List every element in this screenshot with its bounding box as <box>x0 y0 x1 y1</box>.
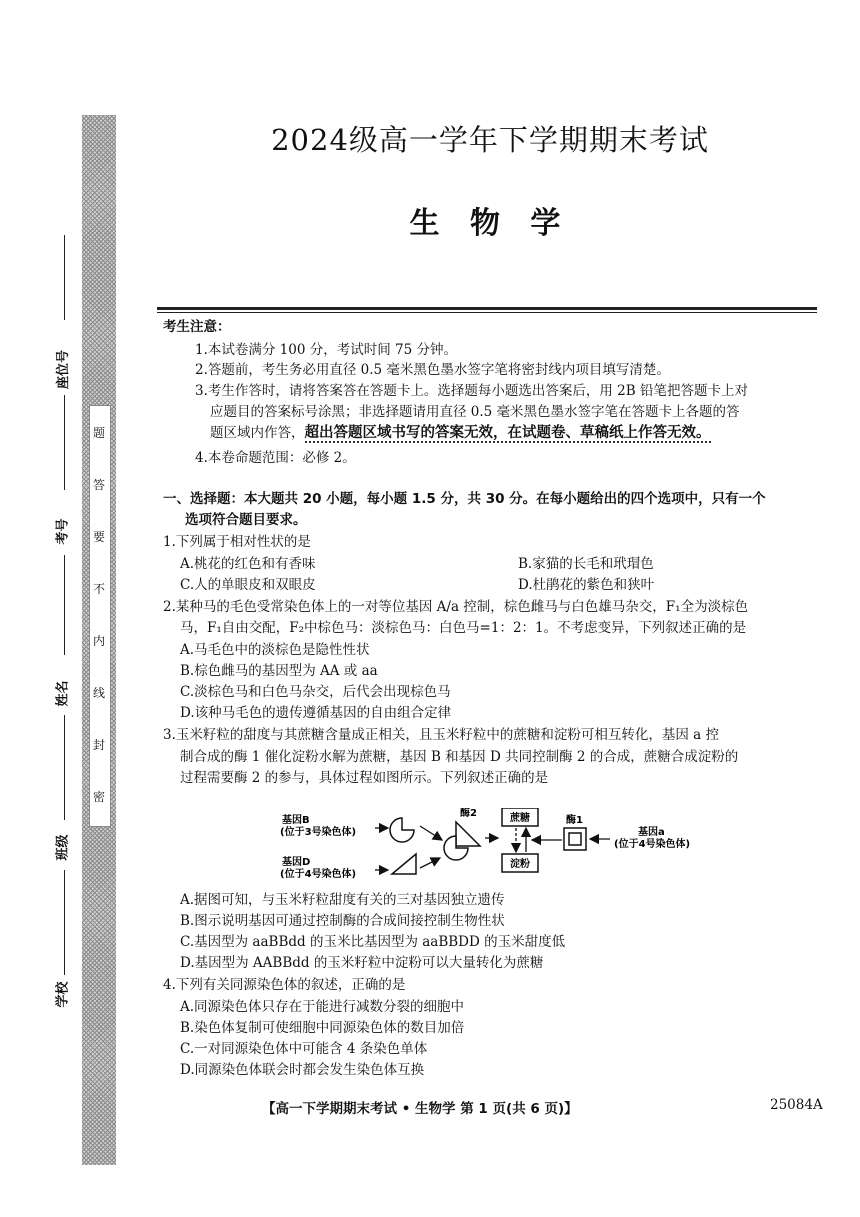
starch-label: 淀粉 <box>510 859 530 870</box>
seal-char: 线 <box>92 686 105 700</box>
field-line <box>64 235 65 320</box>
sucrose-label: 蔗糖 <box>510 813 530 824</box>
gene-d-location: (位于4号染色体) <box>280 869 357 880</box>
enzyme-part-shape <box>392 854 416 874</box>
arrow <box>420 826 442 840</box>
notice-heading: 考生注意： <box>163 319 231 335</box>
page-footer: 【高一下学期期末考试 • 生物学 第 1 页(共 6 页)】 <box>262 1101 578 1117</box>
option-a: A.据图可知，与玉米籽粒甜度有关的三对基因独立遗传 <box>180 892 505 908</box>
enzyme1-shape <box>569 833 581 845</box>
section-heading: 一、选择题：本大题共 20 小题，每小题 1.5 分，共 30 分。在每小题给出的四个选项中，只有一个 <box>163 491 766 507</box>
field-line <box>64 555 65 655</box>
option-c: C.淡棕色马和白色马杂交，后代会出现棕色马 <box>180 684 451 700</box>
arrow <box>420 858 440 868</box>
field-line <box>64 715 65 820</box>
exam-number-label: 考号 <box>55 518 71 545</box>
notice-item: 2.答题前，考生务必用直径 0.5 毫米黑色墨水签字笔将密封线内项目填写清楚。 <box>195 362 670 378</box>
option-d: D.该种马毛色的遗传遵循基因的自由组合定律 <box>180 705 452 721</box>
option-c: C.一对同源染色体中可能含 4 条染色单体 <box>180 1041 428 1057</box>
gene-d-label: 基因D <box>282 857 311 868</box>
option-d: D.杜鹃花的紫色和狭叶 <box>518 577 655 593</box>
question-stem: 3.玉米籽粒的甜度与其蔗糖含量成正相关，且玉米籽粒中的蔗糖和淀粉可相互转化，基因 a 控 <box>163 727 720 743</box>
notice-item: 4.本卷命题范围：必修 2。 <box>195 450 356 466</box>
question-stem-cont: 制合成的酶 1 催化淀粉水解为蔗糖，基因 B 和基因 D 共同控制酶 2 的合成，蔗糖合成淀粉的 <box>180 749 739 765</box>
notice-item: 1.本试卷满分 100 分，考试时间 75 分钟。 <box>195 342 457 358</box>
enzyme-part-shape <box>390 818 414 842</box>
field-line <box>64 395 65 490</box>
notice-item <box>210 423 711 443</box>
seal-char: 题 <box>92 426 105 440</box>
class-label: 班级 <box>55 834 71 861</box>
gene-enzyme-diagram <box>280 808 720 888</box>
seal-char: 封 <box>92 738 105 752</box>
notice-item: 3.考生作答时，请将答案答在答题卡上。选择题每小题选出答案后，用 2B 铅笔把答题卡上对 <box>195 383 748 399</box>
seal-char: 内 <box>92 634 105 648</box>
notice-item: 应题目的答案标号涂黑；非选择题请用直径 0.5 毫米黑色墨水签字笔在答题卡上各题的答 <box>210 404 740 420</box>
option-a: A.马毛色中的淡棕色是隐性性状 <box>180 642 370 658</box>
enzyme2-label: 酶2 <box>460 808 477 819</box>
question-stem: 1.下列属于相对性状的是 <box>163 534 311 550</box>
enzyme2-shape <box>456 822 480 846</box>
option-d: D.同源染色体联会时都会发生染色体互换 <box>180 1062 425 1078</box>
notice-item-emphasis: 超出答题区域书写的答案无效，在试题卷、草稿纸上作答无效。 <box>304 425 711 441</box>
exam-title: 2024级高一学年下学期期末考试 <box>271 123 709 157</box>
question-stem: 4.下列有关同源染色体的叙述，正确的是 <box>163 977 406 993</box>
gene-b-location: (位于3号染色体) <box>280 827 357 838</box>
divider <box>157 307 817 310</box>
field-line <box>64 870 65 975</box>
question-stem-cont: 过程需要酶 2 的参与，具体过程如图所示。下列叙述正确的是 <box>180 770 549 786</box>
seal-char: 密 <box>92 790 105 804</box>
enzyme1-label: 酶1 <box>566 815 583 826</box>
option-b: B.图示说明基因可通过控制酶的合成间接控制生物性状 <box>180 913 505 929</box>
question-stem: 2.某种马的毛色受常染色体上的一对等位基因 A/a 控制，棕色雌马与白色雄马杂交，F₁全为淡棕色 <box>163 599 749 615</box>
gene-a-location: (位于4号染色体) <box>614 839 691 850</box>
option-c: C.基因型为 aaBBdd 的玉米比基因型为 aaBBDD 的玉米甜度低 <box>180 934 566 950</box>
option-b: B.家猫的长毛和玳瑁色 <box>518 556 654 572</box>
option-a: A.桃花的红色和有香味 <box>180 556 316 572</box>
school-label: 学校 <box>55 981 71 1008</box>
seal-window <box>89 405 111 827</box>
gene-a-label: 基因a <box>638 827 665 838</box>
option-d: D.基因型为 AABBdd 的玉米籽粒中淀粉可以大量转化为蔗糖 <box>180 955 544 971</box>
seal-char: 要 <box>92 530 105 544</box>
name-label: 姓名 <box>55 680 71 707</box>
seat-number-label: 座位号 <box>56 349 72 390</box>
gene-b-label: 基因B <box>282 815 310 826</box>
option-a: A.同源染色体只存在于能进行减数分裂的细胞中 <box>180 999 465 1015</box>
option-b: B.染色体复制可使细胞中同源染色体的数目加倍 <box>180 1020 465 1036</box>
seal-char: 答 <box>92 478 105 492</box>
notice-item-start: 题区域内作答， <box>210 425 305 441</box>
section-heading-cont: 选项符合题目要求。 <box>185 512 307 528</box>
divider <box>157 312 817 313</box>
seal-char: 不 <box>92 582 105 596</box>
option-c: C.人的单眼皮和双眼皮 <box>180 577 316 593</box>
subject-title: 生 物 学 <box>409 206 571 241</box>
option-b: B.棕色雌马的基因型为 AA 或 aa <box>180 663 378 679</box>
question-stem-cont: 马，F₁自由交配，F₂中棕色马：淡棕色马：白色马=1：2：1。不考虑变异，下列叙述正确的是 <box>180 620 747 636</box>
paper-code: 25084A <box>770 1097 823 1113</box>
